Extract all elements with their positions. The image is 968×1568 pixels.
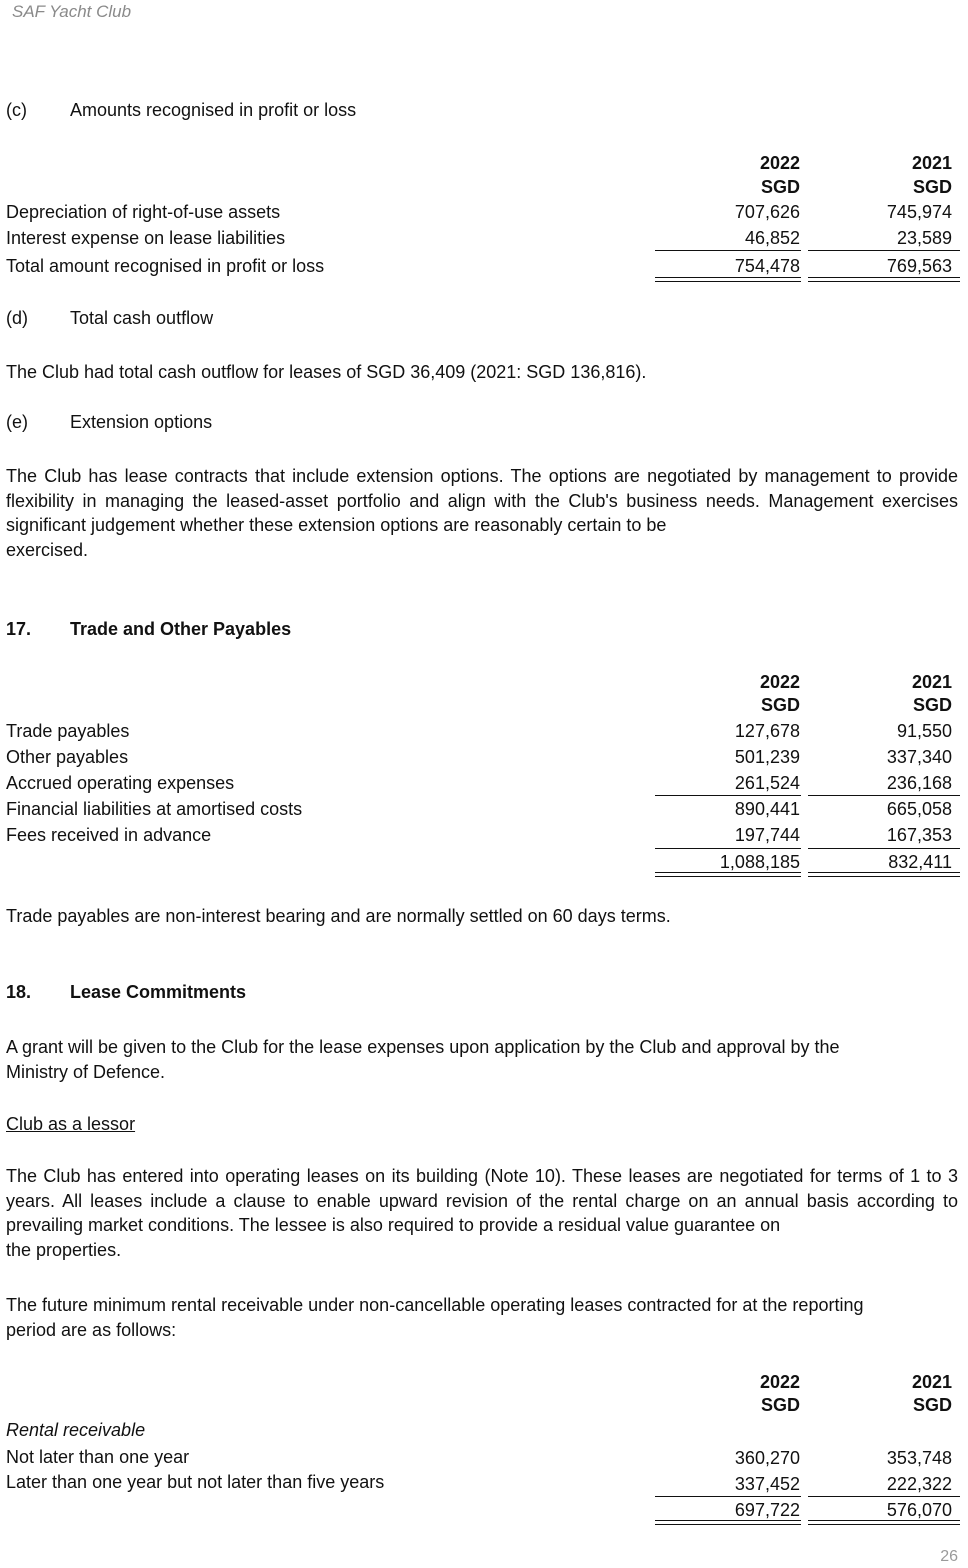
table-cell-2021: 23,589 [896, 228, 952, 248]
section-18-paragraph-3 [6, 1293, 958, 1342]
table-cell-2022: 360,270 [734, 1448, 800, 1468]
section-c-marker: (c) [6, 100, 27, 120]
section-e-marker: (e) [6, 412, 28, 432]
total-rule [655, 1520, 801, 1521]
section-18-title: Lease Commitments [70, 982, 247, 1002]
section-d-heading [0, 308, 968, 332]
total-rule [655, 1524, 801, 1525]
col-year-2021: 2021 [911, 672, 952, 692]
table-row-label: Depreciation of right-of-use assets [6, 202, 281, 222]
table-cell-2022: 261,524 [734, 773, 800, 793]
paragraph-text: The Club has lease contracts that include extension options. The options are negotiated by management to provide flexibility in managing the leased-asset portfolio and align with the Club's business needs. Management exercises significant judgement whether these extension options are reasonably certain to be [6, 466, 958, 535]
table-cell-2022: 707,626 [734, 202, 800, 222]
col-unit-2021: SGD [912, 177, 952, 197]
document-header: SAF Yacht Club [12, 2, 132, 21]
section-17-title: Trade and Other Payables [70, 619, 292, 639]
paragraph-last-line: period are as follows: [6, 1319, 177, 1340]
table-row-label: Financial liabilities at amortised costs [6, 799, 303, 819]
table-cell-2022: 337,452 [734, 1474, 800, 1494]
section-d-text: The Club had total cash outflow for leases of SGD 36,409 (2021: SGD 136,816). [6, 362, 647, 382]
table-total-2021: 832,411 [888, 852, 952, 872]
section-e-heading [0, 412, 968, 436]
total-rule [808, 876, 960, 877]
section-e-title: Extension options [70, 412, 213, 432]
table-cell-2021: 222,322 [886, 1474, 952, 1494]
table-cell-2022: 754,478 [734, 256, 800, 276]
total-rule [808, 281, 960, 282]
col-year-2022: 2022 [759, 153, 800, 173]
subtotal-rule [655, 795, 801, 796]
col-year-2021: 2021 [911, 153, 952, 173]
page-number: 26 [940, 1548, 958, 1565]
table-cell-2021: 236,168 [886, 773, 952, 793]
paragraph-text: The Club has entered into operating leases on its building (Note 10). These leases are negotiated for terms of 1 to 3 years. All leases include a clause to enable upward revision of the rental charge on an annual basis according to prevailing market conditions. The lessee is also required to provide a residual value guarantee on [6, 1166, 958, 1235]
total-rule [808, 277, 960, 278]
paragraph-last-line: exercised. [6, 539, 89, 560]
section-c-heading [0, 100, 968, 124]
table-cell-2022: 501,239 [734, 747, 800, 767]
paragraph-text: The future minimum rental receivable under non-cancellable operating leases contracted for at the reporting [6, 1295, 864, 1315]
col-unit-2022: SGD [760, 177, 800, 197]
table-cell-2021: 353,748 [886, 1448, 952, 1468]
section-17-number: 17. [6, 619, 32, 639]
table-cell-2022: 46,852 [744, 228, 800, 248]
subtotal-rule [655, 848, 801, 849]
table-cell-2021: 745,974 [886, 202, 952, 222]
total-rule [655, 277, 801, 278]
total-rule [655, 281, 801, 282]
table-row-label: Later than one year but not later than five years [6, 1472, 385, 1492]
table-row-label: Other payables [6, 747, 129, 767]
table-cell-2021: 167,353 [886, 825, 952, 845]
table-row-label: Accrued operating expenses [6, 773, 235, 793]
section-c-title: Amounts recognised in profit or loss [70, 100, 357, 120]
table-total-2022: 697,722 [734, 1500, 800, 1520]
table-row-label: Fees received in advance [6, 825, 212, 845]
total-rule [808, 1520, 960, 1521]
rental-receivable-label: Rental receivable [6, 1420, 146, 1440]
section-d-marker: (d) [6, 308, 28, 328]
table-cell-2021: 769,563 [886, 256, 952, 276]
section-17-note: Trade payables are non-interest bearing and are normally settled on 60 days terms. [6, 906, 671, 926]
section-e-paragraph [6, 464, 958, 562]
subtotal-rule [655, 250, 801, 251]
table-total-2022: 1,088,185 [719, 852, 800, 872]
paragraph-text: A grant will be given to the Club for the lease expenses upon application by the Club and approval by the [6, 1037, 840, 1057]
table-cell-2022: 197,744 [734, 825, 800, 845]
section-17-heading [0, 619, 968, 643]
total-rule [808, 1524, 960, 1525]
table-total-2021: 576,070 [886, 1500, 952, 1520]
table-cell-2021: 91,550 [896, 721, 952, 741]
table-row-label: Trade payables [6, 721, 130, 741]
subtotal-rule [808, 795, 960, 796]
section-18-number: 18. [6, 982, 32, 1002]
total-rule [655, 872, 801, 873]
subtotal-rule [808, 1496, 960, 1497]
club-as-lessor-subheading: Club as a lessor [6, 1114, 136, 1134]
section-18-paragraph-2 [6, 1164, 958, 1262]
subtotal-rule [808, 848, 960, 849]
table-cell-2021: 337,340 [886, 747, 952, 767]
table-row-label: Total amount recognised in profit or loss [6, 256, 325, 276]
section-d-title: Total cash outflow [70, 308, 214, 328]
col-year-2021: 2021 [911, 1372, 952, 1392]
section-18-heading [0, 982, 968, 1006]
subtotal-rule [808, 250, 960, 251]
col-unit-2022: SGD [760, 1395, 800, 1415]
paragraph-last-line: the properties. [6, 1239, 122, 1260]
table-cell-2022: 890,441 [734, 799, 800, 819]
total-rule [655, 876, 801, 877]
table-row-label: Interest expense on lease liabilities [6, 228, 286, 248]
col-unit-2021: SGD [912, 1395, 952, 1415]
total-rule [808, 872, 960, 873]
table-cell-2022: 127,678 [734, 721, 800, 741]
col-unit-2022: SGD [760, 695, 800, 715]
section-18-paragraph-1 [6, 1035, 958, 1084]
table-row-label: Not later than one year [6, 1447, 190, 1467]
col-unit-2021: SGD [912, 695, 952, 715]
subtotal-rule [655, 1496, 801, 1497]
col-year-2022: 2022 [759, 1372, 800, 1392]
paragraph-last-line: Ministry of Defence. [6, 1061, 166, 1082]
table-cell-2021: 665,058 [886, 799, 952, 819]
col-year-2022: 2022 [759, 672, 800, 692]
